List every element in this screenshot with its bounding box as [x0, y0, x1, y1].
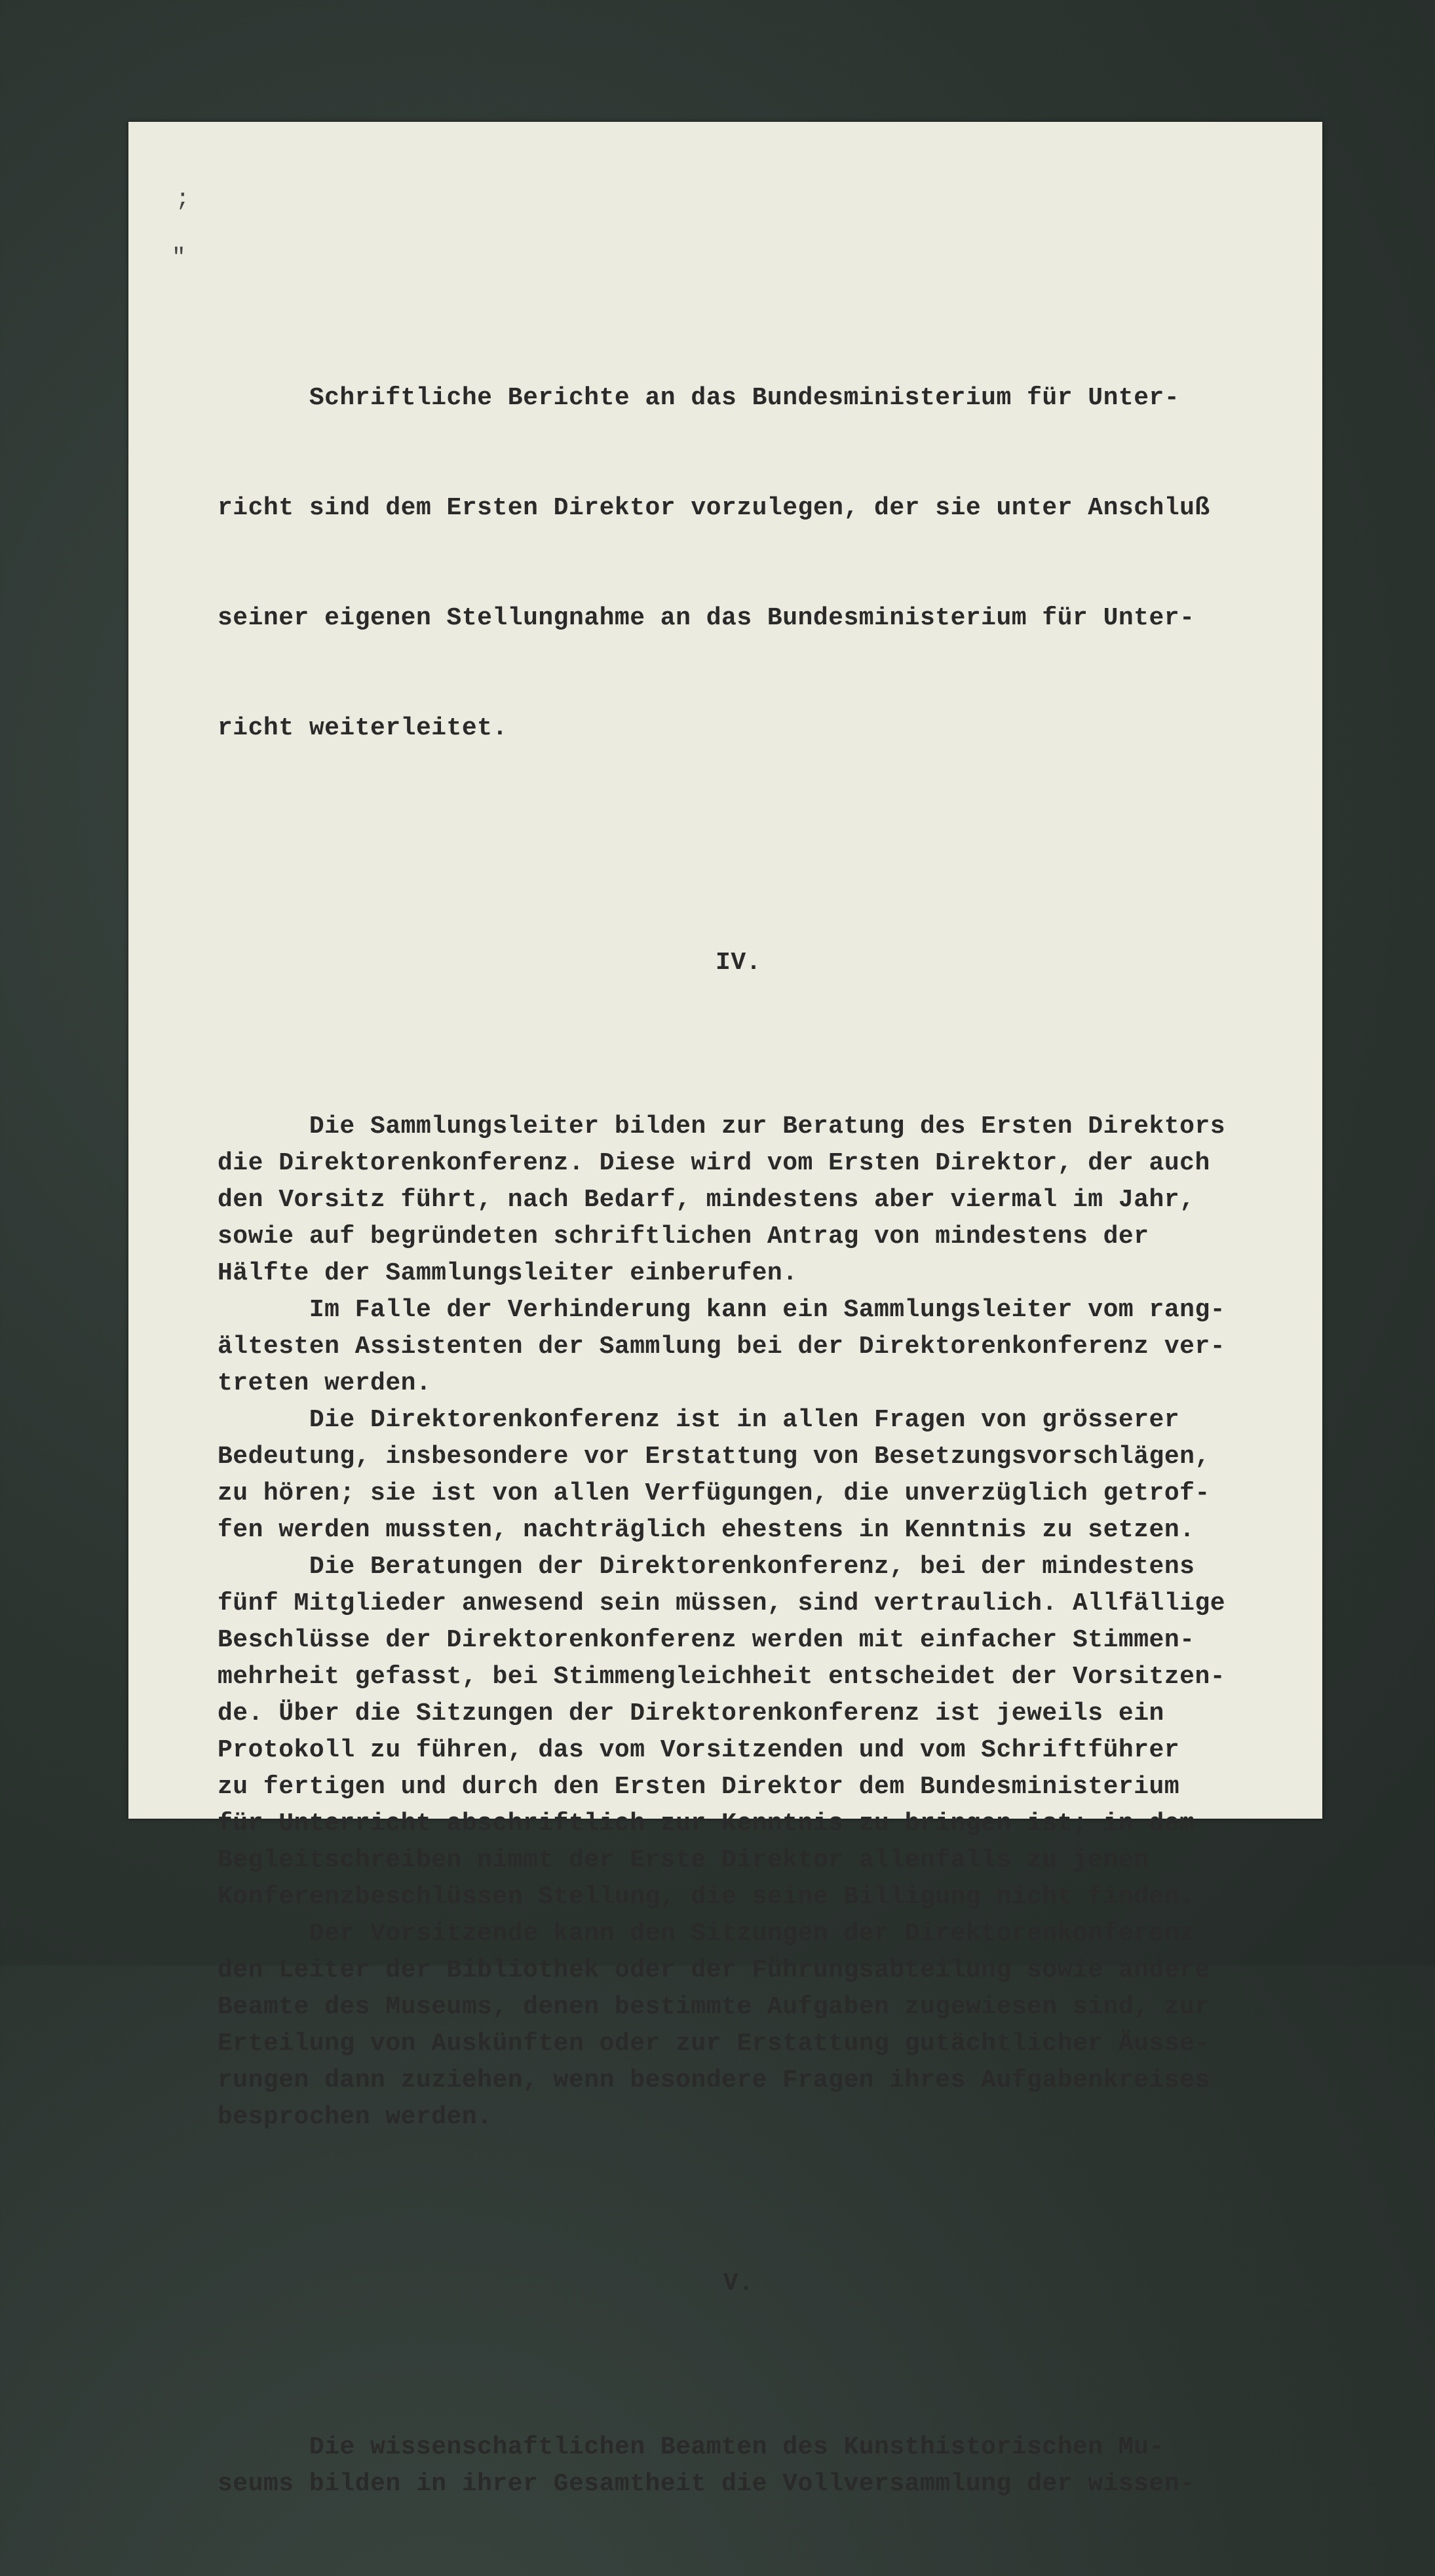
text-line: mehrheit gefasst, bei Stimmengleichheit entscheidet der Vorsitzen- — [218, 1663, 1226, 1691]
text-line: richt weiterleitet. — [218, 714, 508, 742]
text-line: de. Über die Sitzungen der Direktorenkonferenz ist jeweils ein — [218, 1699, 1164, 1728]
text-line: Protokoll zu führen, das vom Vorsitzenden und vom Schriftführer — [218, 1736, 1180, 1764]
text-line: den Leiter der Bibliothek oder der Führungsabteilung sowie andere — [218, 1956, 1210, 1984]
text-line: treten werden. — [218, 1369, 432, 1397]
text-line: richt sind dem Ersten Direktor vorzulegen, der sie unter Anschluß — [218, 494, 1210, 522]
text-line: Erteilung von Auskünften oder zur Erstattung gutächtlicher Äusse- — [218, 2030, 1210, 2058]
text-line: ältesten Assistenten der Sammlung bei der Direktorenkonferenz ver- — [218, 1333, 1226, 1361]
text-line: Die Sammlungsleiter bilden zur Beratung des Ersten Direktors — [218, 1112, 1226, 1141]
section-v — [218, 2429, 1259, 2503]
text-line: Beamte des Museums, denen bestimmte Aufgaben zugewiesen sind, zur — [218, 1993, 1210, 2021]
section-iv — [218, 1108, 1259, 2136]
text-line: Im Falle der Verhinderung kann ein Sammlungsleiter vom rang- — [218, 1296, 1226, 1324]
text-line: Bedeutung, insbesondere vor Erstattung von Besetzungsvorschlägen, — [218, 1443, 1210, 1471]
text-line: zu hören; sie ist von allen Verfügungen, die unverzüglich getrof- — [218, 1479, 1210, 1507]
text-line: Hälfte der Sammlungsleiter einberufen. — [218, 1259, 798, 1287]
text-line: zu fertigen und durch den Ersten Direktor dem Bundesministerium — [218, 1773, 1180, 1801]
text-line: den Vorsitz führt, nach Bedarf, mindestens aber viermal im Jahr, — [218, 1186, 1195, 1214]
text-line: Die wissenschaftlichen Beamten des Kunsthistorischen Mu- — [218, 2433, 1164, 2461]
text-line: Beschlüsse der Direktorenkonferenz werden mit einfacher Stimmen- — [218, 1626, 1195, 1654]
section-heading-iv: IV. — [716, 949, 761, 977]
text-line: fünf Mitglieder anwesend sein müssen, sind vertraulich. Allfällige — [218, 1589, 1226, 1618]
text-line: besprochen werden. — [218, 2103, 493, 2131]
section-heading-v: V. — [723, 2269, 754, 2298]
text-line: Begleitschreiben nimmt der Erste Direktor allenfalls zu jenen — [218, 1846, 1149, 1874]
margin-mark: " — [172, 244, 186, 271]
text-line: Der Vorsitzende kann den Sitzungen der Direktorenkonferenz — [218, 1920, 1195, 1948]
document-body — [218, 233, 1259, 2576]
margin-mark: ; — [176, 185, 190, 212]
text-line: Die Direktorenkonferenz ist in allen Fragen von grösserer — [218, 1406, 1180, 1434]
text-line: Die Beratungen der Direktorenkonferenz, bei der mindestens — [218, 1553, 1195, 1581]
text-line: sowie auf begründeten schriftlichen Antrag von mindestens der — [218, 1222, 1149, 1251]
text-line: rungen dann zuziehen, wenn besondere Fragen ihres Aufgabenkreises — [218, 2066, 1210, 2094]
text-line: Konferenzbeschlüssen Stellung, die seine Billigung nicht finden. — [218, 1883, 1195, 1911]
paragraph — [218, 307, 1259, 820]
text-line: für Unterricht abschriftlich zur Kenntnis zu bringen ist; in dem — [218, 1809, 1195, 1838]
text-line: seums bilden in ihrer Gesamtheit die Vollversammlung der wissen- — [218, 2470, 1195, 2498]
text-line: seiner eigenen Stellungnahme an das Bundesministerium für Unter- — [218, 604, 1195, 632]
text-line: fen werden mussten, nachträglich ehestens in Kenntnis zu setzen. — [218, 1516, 1195, 1544]
text-line: Schriftliche Berichte an das Bundesministerium für Unter- — [218, 384, 1180, 412]
document-page — [128, 122, 1322, 2498]
text-line: die Direktorenkonferenz. Diese wird vom Ersten Direktor, der auch — [218, 1149, 1210, 1177]
